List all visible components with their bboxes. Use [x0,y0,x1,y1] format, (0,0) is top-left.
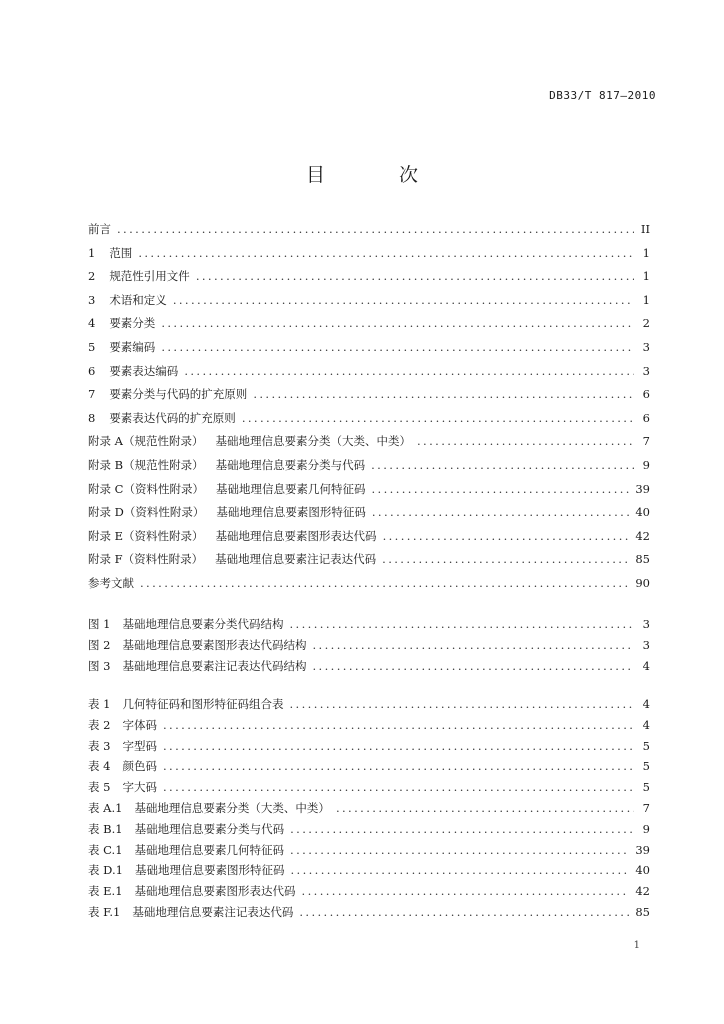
table-entry-subtitle: 字大码 [122,780,157,795]
table-entry-title: 表 A.1 [88,800,123,815]
figure-entry-title: 图 1 [88,617,111,631]
figure-entry-page: 3 [642,637,650,652]
toc-entry[interactable] [88,265,650,289]
table-entry[interactable] [88,798,650,819]
toc-entry-title: 要素编码 [109,339,156,354]
toc-entry-label [88,218,111,242]
toc-entry[interactable] [88,289,650,313]
toc-entry-title: 要素分类 [109,316,156,331]
table-entry-page: 7 [642,800,650,815]
toc-entry-subtitle: 基础地理信息要素图形特征码 [216,505,366,520]
table-entry-page: 5 [642,738,650,753]
toc-entry-title: 术语和定义 [109,292,167,307]
table-entry-label [88,902,293,923]
toc-entry-page: 39 [635,481,650,496]
table-entry-title: 表 3 [88,738,111,753]
dot-leader [184,360,634,384]
toc-entry[interactable] [88,572,650,596]
figure-entry-title: 图 2 [88,637,111,652]
toc-entry-page: 85 [635,552,650,567]
dot-leader [163,756,634,777]
toc-entry-page: 40 [635,505,650,520]
toc-entry-label [88,407,236,431]
table-entry-subtitle: 基础地理信息要素分类与代码 [134,821,285,836]
table-entry-title: 表 D.1 [88,863,123,878]
toc-entry-title: 参考文献 [88,575,134,590]
toc-entry-subtitle: 基础地理信息要素图形表达代码 [215,528,377,543]
toc-entry-label [88,454,365,478]
toc-entry-title: 要素表达编码 [109,363,179,378]
dot-leader [302,881,630,902]
toc-entry[interactable] [88,360,650,384]
toc-entry-title: 附录 C（资料性附录） [88,481,204,496]
toc-entry-page: 1 [642,269,650,284]
toc-entry-subtitle: 基础地理信息要素注记表达代码 [215,552,377,567]
table-entry[interactable] [88,902,650,923]
toc-entry-title: 附录 D（资料性附录） [88,505,205,520]
toc-entry-number: 5 [88,339,96,354]
toc-entry-label [88,478,365,502]
figure-entry-subtitle: 基础地理信息要素图形表达代码结构 [122,637,307,652]
toc-entry-number: 3 [88,292,96,307]
toc-entry-label [88,360,178,384]
toc-entry[interactable] [88,525,650,549]
table-entry-page: 4 [642,717,650,732]
toc-entry[interactable] [88,242,650,266]
figure-entry-label [88,656,306,677]
table-entry[interactable] [88,860,650,881]
table-entry-page: 9 [642,821,650,836]
table-entry-subtitle: 字体码 [122,717,157,732]
table-entry-label [88,860,284,881]
toc-entry[interactable] [88,501,650,525]
table-entry-title: 表 C.1 [88,842,123,857]
toc-entry-number: 1 [88,245,96,260]
table-entry-title: 表 E.1 [88,884,123,899]
toc-entry[interactable] [88,548,650,572]
dot-leader [173,289,634,313]
toc-entry-page: 6 [642,410,650,425]
figure-entry-subtitle: 基础地理信息要素注记表达代码结构 [122,658,307,673]
toc-entry-number: 4 [88,316,96,331]
figure-entry-page: 4 [642,658,650,673]
table-entry-page: 4 [642,697,650,711]
toc-entry-label [88,312,155,336]
figure-entry[interactable] [88,635,650,656]
toc-entry-title: 要素表达代码的扩充原则 [109,410,236,425]
table-entry[interactable] [88,736,650,757]
toc-entry-page: 3 [642,363,650,378]
dot-leader [290,860,629,881]
figure-entry[interactable] [88,656,650,677]
toc-entry-label [88,265,190,289]
table-entry-label [88,756,157,777]
dot-leader [383,525,630,549]
table-entry-subtitle: 字型码 [122,738,157,753]
toc-entry-number: 8 [88,410,96,425]
dot-leader [382,548,629,572]
table-entry-title: 表 4 [88,759,111,774]
dot-leader [371,454,634,478]
table-entry-page: 40 [635,863,650,878]
table-entry[interactable] [88,819,650,840]
table-entry[interactable] [88,840,650,861]
table-entry[interactable] [88,756,650,777]
table-entry[interactable] [88,694,650,715]
toc-entry-title: 附录 A（规范性附录） [88,434,204,449]
table-entry-page: 5 [642,759,650,774]
figure-entry-label [88,614,283,635]
toc-tables-list [88,694,650,923]
table-entry[interactable] [88,881,650,902]
table-entry-subtitle: 基础地理信息要素图形表达代码 [134,884,296,899]
toc-entry-subtitle: 基础地理信息要素几何特征码 [215,481,366,496]
toc-entry-label [88,336,155,360]
toc-entry-label [88,289,167,313]
toc-entry-page: 1 [642,245,650,260]
table-entry-title: 表 5 [88,780,111,795]
toc-entry-title: 附录 B（规范性附录） [88,457,204,472]
dot-leader [289,614,634,635]
table-entry-label [88,819,284,840]
dot-leader [299,902,629,923]
figure-entry-subtitle: 基础地理信息要素分类代码结构 [122,617,284,631]
toc-entry-subtitle: 基础地理信息要素分类与代码 [215,457,366,472]
dot-leader [372,501,629,525]
toc-entry-label [88,548,376,572]
toc-entry-page: 42 [635,528,650,543]
dot-leader [371,478,629,502]
dot-leader [290,819,634,840]
toc-entry-number: 2 [88,269,96,284]
table-entry[interactable] [88,715,650,736]
toc-entry[interactable] [88,454,650,478]
table-entry-label [88,715,157,736]
dot-leader [312,635,634,656]
toc-entry-label [88,572,134,596]
figure-entry-label [88,635,306,656]
table-entry-label [88,881,296,902]
dot-leader [163,715,634,736]
dot-leader [417,430,634,454]
toc-entry-page: 6 [642,387,650,402]
toc-entry-number: 7 [88,387,96,402]
toc-entry-page: II [640,222,650,236]
table-entry-title: 表 F.1 [88,904,121,919]
dot-leader [312,656,634,677]
toc-entry[interactable] [88,430,650,454]
dot-leader [163,777,634,798]
dot-leader [253,383,634,407]
table-entry-label [88,777,157,798]
table-entry-page: 5 [642,780,650,795]
toc-entry-number: 6 [88,363,96,378]
figure-entry-page: 3 [642,617,650,631]
table-entry-subtitle: 基础地理信息要素几何特征码 [134,842,285,857]
toc-entry-subtitle: 基础地理信息要素分类（大类、中类） [215,434,411,449]
toc-entry-label [88,501,366,525]
toc-entry-page: 2 [642,316,650,331]
dot-leader [336,798,634,819]
toc-entry[interactable] [88,218,650,242]
toc-entry-title: 附录 F（资料性附录） [88,552,204,567]
toc-entry-title: 附录 E（资料性附录） [88,528,204,543]
table-entry-subtitle: 几何特征码和图形特征码组合表 [122,697,284,711]
toc-entry[interactable] [88,478,650,502]
table-entry-subtitle: 颜色码 [122,759,157,774]
table-entry-page: 85 [635,904,650,919]
toc-entry-page: 9 [642,457,650,472]
table-entry-label [88,798,330,819]
table-entry-title: 表 2 [88,717,111,732]
dot-leader [196,265,634,289]
dot-leader [138,242,634,266]
table-entry-page: 42 [635,884,650,899]
toc-entry-page: 7 [642,434,650,449]
page-title: 目 次 [305,164,453,186]
toc-entry-title: 前言 [88,222,111,236]
dot-leader [117,218,634,242]
page-number: 1 [633,940,640,951]
toc-figures-list [88,614,650,676]
toc-main-list [88,218,650,596]
toc-entry-title: 规范性引用文件 [109,269,190,284]
toc-entry[interactable] [88,336,650,360]
dot-leader [140,572,629,596]
table-entry-subtitle: 基础地理信息要素分类（大类、中类） [134,800,330,815]
toc-entry-title: 要素分类与代码的扩充原则 [109,387,248,402]
toc-entry-label [88,430,411,454]
toc-entry-page: 1 [642,292,650,307]
toc-entry[interactable] [88,407,650,431]
dot-leader [290,840,629,861]
table-entry-subtitle: 基础地理信息要素图形特征码 [134,863,285,878]
table-entry-subtitle: 基础地理信息要素注记表达代码 [132,904,294,919]
dot-leader [161,312,634,336]
toc-entry-page: 90 [635,575,650,590]
table-entry-title: 表 B.1 [88,821,123,836]
table-entry[interactable] [88,777,650,798]
figure-entry[interactable] [88,614,650,635]
toc-entry-page: 3 [642,339,650,354]
table-entry-label [88,694,283,715]
table-entry-label [88,840,284,861]
toc-entry[interactable] [88,383,650,407]
toc-entry-label [88,383,247,407]
dot-leader [161,336,634,360]
table-entry-page: 39 [635,842,650,857]
table-entry-title: 表 1 [88,697,111,711]
dot-leader [242,407,634,431]
table-entry-label [88,736,157,757]
toc-entry-title: 范围 [109,245,133,260]
figure-entry-title: 图 3 [88,658,111,673]
toc-entry[interactable] [88,312,650,336]
dot-leader [289,694,634,715]
toc-entry-label [88,525,377,549]
dot-leader [163,736,634,757]
toc-entry-label [88,242,132,266]
document-code: DB33/T 817—2010 [549,89,656,102]
